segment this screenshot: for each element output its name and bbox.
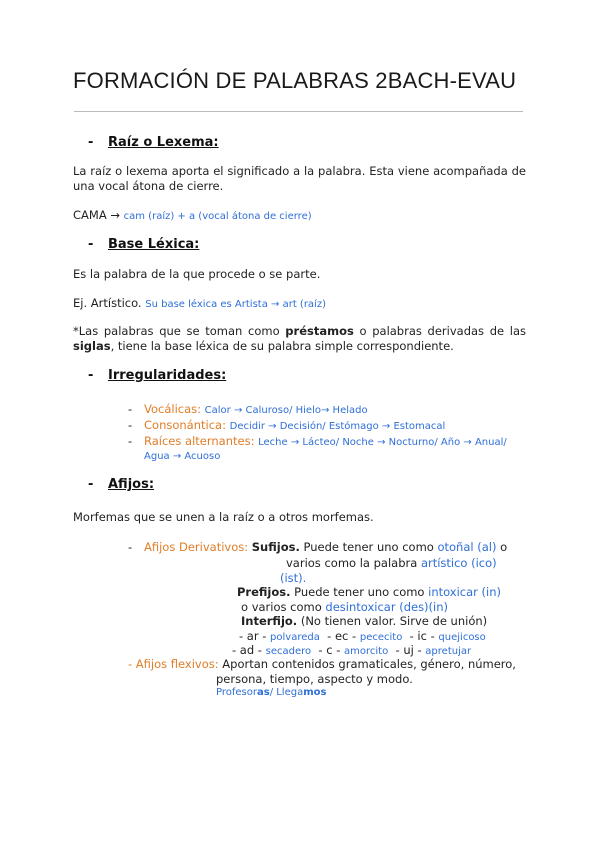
prefijos-example-intoxicar: intoxicar (in) <box>428 585 502 599</box>
base-example <box>73 296 326 310</box>
interfijo-example: amorcito <box>344 646 389 657</box>
flexivos-ex-profesor: Profesor <box>216 687 257 698</box>
heading-base-text: Base Léxica: <box>108 237 200 252</box>
irreg-value-raices: Leche → Lácteo/ Noche → Nocturno/ Año → Anual/ <box>258 437 507 448</box>
interfijo-pre: - ic - <box>402 629 439 643</box>
base-note <box>73 324 526 354</box>
irreg-label-consonantica: Consonántica: <box>144 418 226 432</box>
base-note-bold-siglas: siglas <box>73 339 111 353</box>
base-note-bold-prestamos: préstamos <box>285 324 354 338</box>
interfijo-example: pececito <box>359 632 403 643</box>
sufijos-example-otonal: otoñal (al) <box>437 540 497 554</box>
afijos-flexivos-example <box>216 687 326 698</box>
irreg-item-consonantica: - Consonántica: Decidir → Decisión/ Estómago → Estomacal <box>128 418 446 432</box>
afijos-derivativos-line: - Afijos Derivativos: Sufijos. Puede tener uno como otoñal (al) o <box>128 540 508 554</box>
prefijos-line2-text: o varios como <box>241 600 326 614</box>
prefijos-example-desintoxicar: desintoxicar (des)(in) <box>325 600 448 614</box>
heading-irregularidades: - Irregularidades: <box>88 368 227 383</box>
prefijos-text: Puede tener uno como <box>290 585 429 599</box>
interfijo-example: quejicoso <box>438 632 486 643</box>
prefijos-bold: Prefijos. <box>237 585 291 599</box>
interfijo-pre: - ec - <box>319 629 360 643</box>
base-note-part1: *Las palabras que se toman como <box>73 324 286 338</box>
raiz-example <box>73 208 312 222</box>
title-divider <box>74 111 523 112</box>
afijos-flexivos-text: Aportan contenidos gramaticales, género, número, <box>222 657 516 671</box>
interfijo-example: apretujar <box>425 646 472 657</box>
interfijo-pre: - ad - <box>232 643 266 657</box>
base-paragraph: Es la palabra de la que procede o se parte. <box>73 267 321 281</box>
interfijo-pre: - c - <box>311 643 345 657</box>
interfijo-text: (No tienen valor. Sirve de unión) <box>297 614 488 628</box>
interfijo-example: polvareda <box>270 632 320 643</box>
raiz-example-label: CAMA → <box>73 208 120 222</box>
afijos-flexivos-line2: persona, tiempo, aspecto y modo. <box>216 672 413 686</box>
interfijo-pre: - uj - <box>388 643 426 657</box>
interfijo-bold: Interfijo. <box>241 614 298 628</box>
base-note-part2: o palabras derivadas de las <box>353 324 526 338</box>
base-note-part3: , tiene la base léxica de su palabra simple correspondiente. <box>110 339 454 353</box>
interfijos-row-2 <box>232 643 471 657</box>
irreg-value-vocalicas: Calor → Caluroso/ Hielo→ Helado <box>204 405 368 416</box>
heading-afijos: - Afijos: <box>88 477 155 492</box>
raiz-example-value: cam (raíz) + a (vocal átona de cierre) <box>123 211 312 222</box>
interfijo-pre: - ar - <box>239 629 271 643</box>
sufijos-line2-text: varios como la palabra <box>286 556 421 570</box>
irreg-label-raices: Raíces alternantes: <box>144 434 255 448</box>
base-example-value: Su base léxica es Artista → art (raíz) <box>145 299 326 310</box>
sufijos-o: o <box>496 540 508 554</box>
prefijos-line <box>237 585 501 599</box>
heading-irreg-text: Irregularidades: <box>108 368 227 383</box>
flexivos-ex-as: as <box>256 687 270 698</box>
interfijo-example: secadero <box>265 646 312 657</box>
afijos-flexivos-label: - Afijos flexivos: <box>128 657 219 671</box>
flexivos-ex-llega: / Llega <box>269 687 304 698</box>
irreg-item-raices: - Raíces alternantes: Leche → Lácteo/ Noche → Nocturno/ Año → Anual/ <box>128 434 507 448</box>
irreg-value-raices-cont: Agua → Acuoso <box>144 451 221 462</box>
afijos-derivativos-label: Afijos Derivativos: <box>144 540 249 554</box>
prefijos-line2 <box>241 600 448 614</box>
afijos-flexivos-line <box>128 657 516 671</box>
heading-raiz-text: Raíz o Lexema: <box>108 135 219 150</box>
base-example-label: Ej. Artístico. <box>73 296 142 310</box>
sufijos-line2 <box>286 556 497 570</box>
irreg-item-vocalicas: - Vocálicas: Calor → Caluroso/ Hielo→ Helado <box>128 402 368 416</box>
interfijos-row-1 <box>239 629 486 643</box>
heading-base: - Base Léxica: <box>88 237 200 252</box>
heading-afijos-text: Afijos: <box>108 477 155 492</box>
sufijos-text: Puede tener uno como <box>299 540 438 554</box>
afijos-paragraph: Morfemas que se unen a la raíz o a otros morfemas. <box>73 510 374 524</box>
sufijos-example-ist: (ist). <box>280 571 307 585</box>
sufijos-bold: Sufijos. <box>251 540 300 554</box>
interfijo-line <box>241 614 487 628</box>
irreg-value-consonantica: Decidir → Decisión/ Estómago → Estomacal <box>229 421 446 432</box>
page-title: FORMACIÓN DE PALABRAS 2BACH-EVAU <box>73 68 517 93</box>
heading-raiz: - Raíz o Lexema: <box>88 135 219 150</box>
flexivos-ex-mos: mos <box>303 687 327 698</box>
sufijos-example-artistico: artístico (ico) <box>420 556 497 570</box>
raiz-paragraph: La raíz o lexema aporta el significado a la palabra. Esta viene acompañada de una vocal átona de cierre. <box>73 164 526 193</box>
irreg-label-vocalicas: Vocálicas: <box>144 402 202 416</box>
